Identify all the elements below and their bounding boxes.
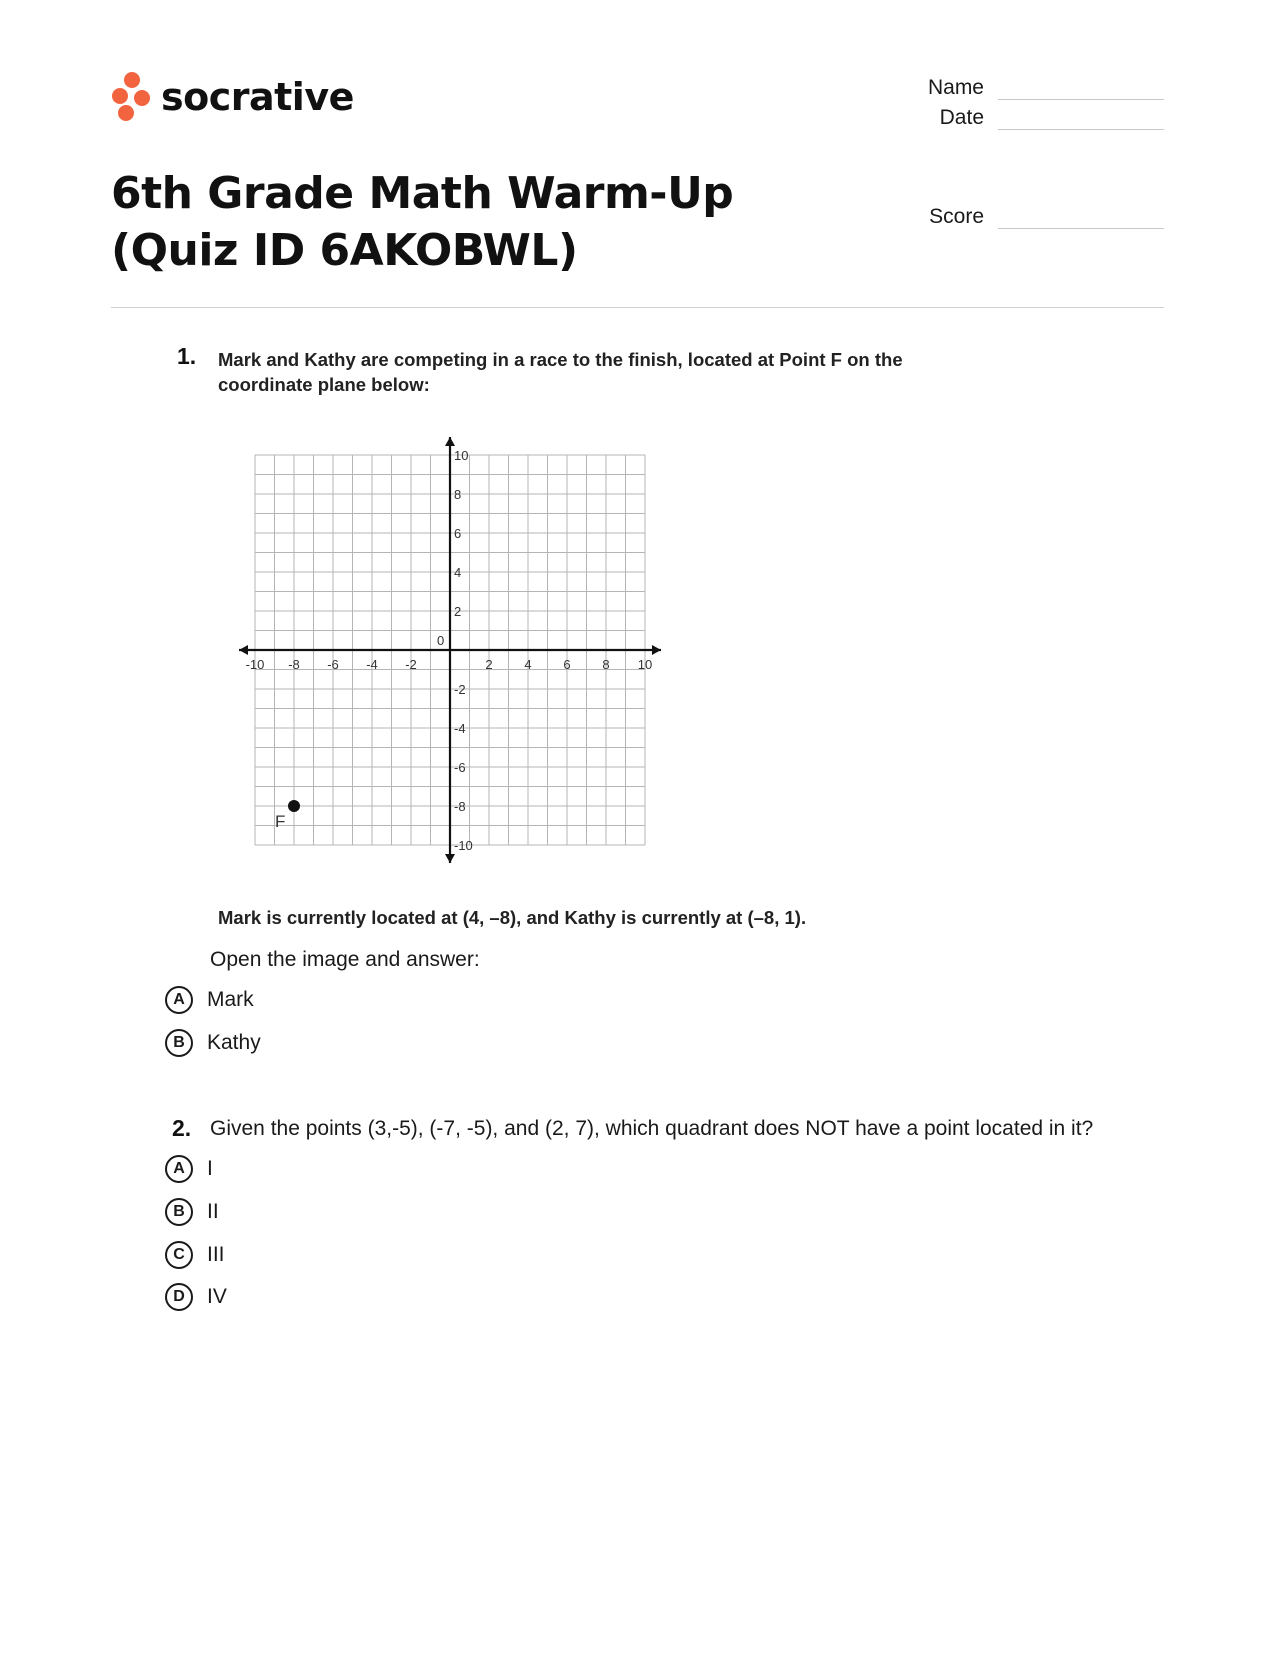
x-tick-label: -8 xyxy=(288,657,300,672)
date-field[interactable] xyxy=(914,106,1164,130)
q2-option-b-letter: B xyxy=(165,1198,193,1226)
y-tick-label: -6 xyxy=(454,760,466,775)
question-1-text: Mark and Kathy are competing in a race to the finish, located at Point F on the coordinate plane below: xyxy=(218,349,903,395)
q1-option-b[interactable] xyxy=(165,1029,261,1057)
q2-option-a-text: I xyxy=(207,1157,213,1180)
date-line[interactable] xyxy=(998,107,1164,130)
page-title: 6th Grade Math Warm-Up (Quiz ID 6AKOBWL) xyxy=(111,168,734,276)
q2-option-d-letter: D xyxy=(165,1283,193,1311)
y-axis-arrow-up xyxy=(445,437,455,446)
y-tick-label: -4 xyxy=(454,721,466,736)
y-tick-label: 6 xyxy=(454,526,462,541)
question-2-text: Given the points (3,-5), (-7, -5), and (2, 7), which quadrant does NOT have a point located in it? xyxy=(210,1117,1094,1140)
score-label: Score xyxy=(929,205,984,228)
x-axis-arrow-right xyxy=(652,645,661,655)
name-field[interactable] xyxy=(914,76,1164,100)
score-field[interactable] xyxy=(914,205,1164,229)
q2-option-b[interactable] xyxy=(165,1198,219,1226)
socrative-hexagon-icon xyxy=(111,71,153,123)
question-1-prompt: Open the image and answer: xyxy=(210,948,480,971)
y-tick-label: -8 xyxy=(454,799,466,814)
y-axis-arrow-down xyxy=(445,854,455,863)
x-tick-label: -6 xyxy=(327,657,339,672)
y-tick-label: -10 xyxy=(454,838,473,853)
q2-option-c[interactable] xyxy=(165,1241,225,1269)
x-tick-label: -10 xyxy=(245,657,265,672)
q2-option-d-text: IV xyxy=(207,1285,227,1308)
name-line[interactable] xyxy=(998,77,1164,100)
q2-option-a[interactable] xyxy=(165,1155,213,1183)
q2-option-c-letter: C xyxy=(165,1241,193,1269)
question-1-caption: Mark is currently located at (4, –8), and Kathy is currently at (–8, 1). xyxy=(218,907,807,928)
x-tick-label: -2 xyxy=(405,657,417,672)
question-2-number: 2. xyxy=(172,1115,192,1141)
x-tick-label: 10 xyxy=(637,657,653,672)
header-divider xyxy=(111,307,1164,308)
point-label: F xyxy=(275,812,286,831)
q2-option-d[interactable] xyxy=(165,1283,227,1311)
y-tick-label: 4 xyxy=(454,565,462,580)
q2-option-a-letter: A xyxy=(165,1155,193,1183)
q1-option-a[interactable] xyxy=(165,986,254,1014)
x-tick-label: 8 xyxy=(602,657,610,672)
x-axis-arrow-left xyxy=(239,645,248,655)
coordinate-plane xyxy=(225,425,685,875)
brand-name: socrative xyxy=(161,75,354,119)
name-label: Name xyxy=(927,76,984,99)
y-tick-label: 10 xyxy=(454,448,469,463)
x-tick-label: 4 xyxy=(524,657,532,672)
question-1-number: 1. xyxy=(177,343,197,369)
point-marker xyxy=(288,800,300,812)
date-label: Date xyxy=(939,106,984,129)
x-tick-label: 2 xyxy=(485,657,493,672)
score-line[interactable] xyxy=(998,206,1164,229)
q1-option-a-text: Mark xyxy=(207,988,254,1011)
q2-option-b-text: II xyxy=(207,1200,219,1223)
x-tick-label: 6 xyxy=(563,657,571,672)
socrative-logo xyxy=(111,71,354,123)
q1-option-b-letter: B xyxy=(165,1029,193,1057)
q1-option-b-text: Kathy xyxy=(207,1031,261,1054)
x-tick-label: -4 xyxy=(366,657,378,672)
y-tick-label: 8 xyxy=(454,487,462,502)
y-tick-label: -2 xyxy=(454,682,466,697)
q1-option-a-letter: A xyxy=(165,986,193,1014)
origin-label: 0 xyxy=(437,633,445,648)
y-tick-label: 2 xyxy=(454,604,462,619)
q2-option-c-text: III xyxy=(207,1243,225,1266)
